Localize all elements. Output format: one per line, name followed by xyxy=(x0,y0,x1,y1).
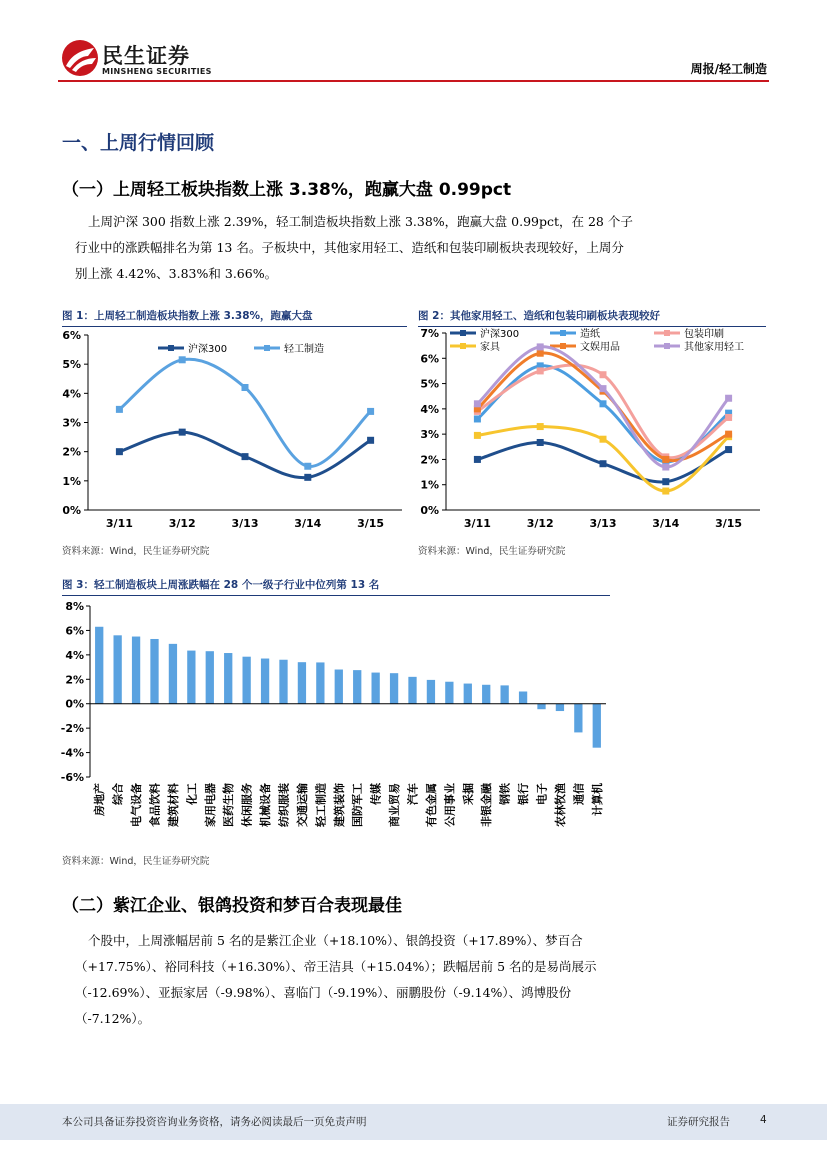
data-point xyxy=(725,446,732,453)
data-point xyxy=(725,431,732,438)
y-tick-label: 1% xyxy=(420,478,439,492)
bar xyxy=(482,685,490,704)
data-point xyxy=(474,456,481,463)
y-tick-label: 4% xyxy=(65,648,84,662)
x-tick-label: 3/12 xyxy=(526,517,554,530)
data-point xyxy=(662,464,669,471)
y-tick-label: 7% xyxy=(420,327,439,340)
x-tick-label: 公用事业 xyxy=(443,783,457,827)
bar xyxy=(427,680,435,704)
report-type: 周报/轻工制造 xyxy=(690,62,767,76)
bar xyxy=(242,657,250,704)
y-tick-label: 6% xyxy=(65,624,84,638)
data-point xyxy=(537,343,544,350)
bar xyxy=(150,639,158,704)
x-tick-label: 轻工制造 xyxy=(314,783,328,827)
y-tick-label: 5% xyxy=(62,358,81,372)
bar xyxy=(95,627,103,704)
x-tick-label: 纺织服装 xyxy=(277,783,291,827)
bar xyxy=(132,637,140,704)
x-tick-label: 3/13 xyxy=(589,517,617,530)
y-tick-label: 5% xyxy=(420,377,439,391)
data-point xyxy=(537,423,544,430)
bar xyxy=(537,704,545,709)
y-tick-label: -2% xyxy=(60,722,84,736)
x-tick-label: 休闲服务 xyxy=(240,783,254,827)
x-tick-label: 3/12 xyxy=(168,517,196,530)
bar xyxy=(316,662,324,703)
fig2-title: 图 2：其他家用轻工、造纸和包装印刷板块表现较好 xyxy=(418,308,766,327)
fig3-title: 图 3：轻工制造板块上周涨跌幅在 28 个一级子行业中位列第 13 名 xyxy=(62,577,610,596)
x-tick-label: 建筑装饰 xyxy=(332,783,346,827)
bar xyxy=(353,670,361,704)
paragraph-text: 上周沪深 300 指数上涨 2.39%，轻工制造板块指数上涨 3.38%，跑赢大盘 0.99pct，在 28 个子行业中的涨跌幅排名为第 13 名。子板块中，其他家用轻工、造纸和包装印刷板块表现较好，上周分别上涨 4.42%、3.83%和 3.66%。 xyxy=(75,214,633,281)
section1-paragraph xyxy=(75,209,635,287)
y-tick-label: 8% xyxy=(65,600,84,613)
legend-label: 其他家用轻工 xyxy=(684,342,744,353)
bar xyxy=(113,635,121,703)
y-tick-label: 0% xyxy=(65,697,84,711)
paragraph-text: 个股中，上周涨幅居前 5 名的是紫江企业（+18.10%）、银鸽投资（+17.89%）、梦百合（+17.75%）、裕同科技（+16.30%）、帝王洁具（+15.04%）；跌幅居前 5 名的是易尚展示（-12.69%）、亚振家居（-9.98%）、喜临门（-9.19%）、丽鹏股份（-9.14%）、鸿博股份（-7.12%）。 xyxy=(75,933,597,1026)
legend-marker xyxy=(264,345,270,351)
fig1-title: 图 1：上周轻工制造板块指数上涨 3.38%，跑赢大盘 xyxy=(62,308,407,327)
x-tick-label: 通信 xyxy=(572,783,586,805)
bar xyxy=(279,660,287,704)
x-tick-label: 农林牧渔 xyxy=(553,783,567,827)
bar xyxy=(261,659,269,704)
data-point xyxy=(537,350,544,357)
y-tick-label: 2% xyxy=(65,673,84,687)
data-point xyxy=(179,356,186,363)
x-tick-label: 食品饮料 xyxy=(148,783,162,827)
fig1-source: 资料来源：Wind，民生证券研究院 xyxy=(62,546,210,557)
legend-label: 文娱用品 xyxy=(580,342,620,353)
logo-en-text: MINSHENG SECURITIES xyxy=(102,67,212,76)
x-tick-label: 3/11 xyxy=(105,517,133,530)
page-number: 4 xyxy=(760,1114,767,1126)
data-point xyxy=(474,432,481,439)
sub-section-title: （一）上周轻工板块指数上涨 3.38%，跑赢大盘 0.99pct xyxy=(62,180,512,200)
y-tick-label: 0% xyxy=(62,504,81,517)
sub-section-title-2: （二）紫江企业、银鸽投资和梦百合表现最佳 xyxy=(62,896,402,916)
section2-paragraph xyxy=(75,928,630,1032)
section-title: 一、上周行情回顾 xyxy=(62,132,215,154)
x-tick-label: 建筑材料 xyxy=(166,783,180,827)
legend-marker xyxy=(664,343,670,349)
y-tick-label: 6% xyxy=(62,329,81,342)
bar xyxy=(206,651,214,704)
bar xyxy=(556,704,564,711)
data-point xyxy=(537,367,544,374)
header-divider xyxy=(58,80,769,82)
x-tick-label: 3/11 xyxy=(463,517,491,530)
y-tick-label: -6% xyxy=(60,771,84,784)
legend-label: 沪深300 xyxy=(188,344,228,355)
legend-label: 家具 xyxy=(480,342,500,353)
y-tick-label: 3% xyxy=(420,428,439,442)
data-point xyxy=(600,371,607,378)
legend-label: 造纸 xyxy=(580,329,600,340)
bar xyxy=(169,644,177,704)
y-tick-label: 2% xyxy=(420,453,439,467)
data-point xyxy=(242,453,249,460)
data-point xyxy=(304,474,311,481)
x-tick-label: 银行 xyxy=(517,783,531,805)
bar xyxy=(500,685,508,703)
data-point xyxy=(600,385,607,392)
bar xyxy=(464,684,472,704)
y-tick-label: 1% xyxy=(62,474,81,488)
x-tick-label: 机械设备 xyxy=(259,783,273,827)
x-tick-label: 交通运输 xyxy=(295,783,309,827)
x-tick-label: 钢铁 xyxy=(498,783,512,805)
footer-disclaimer: 本公司具备证券投资咨询业务资格，请务必阅读最后一页免责声明 xyxy=(62,1116,367,1128)
data-point xyxy=(474,415,481,422)
y-tick-label: 4% xyxy=(420,402,439,416)
data-point xyxy=(367,408,374,415)
y-tick-label: -4% xyxy=(60,746,84,760)
x-tick-label: 3/13 xyxy=(231,517,259,530)
x-tick-label: 采掘 xyxy=(461,783,475,805)
legend-marker xyxy=(664,330,670,336)
x-tick-label: 3/14 xyxy=(652,517,680,530)
data-point xyxy=(662,488,669,495)
x-tick-label: 电子 xyxy=(535,783,549,805)
x-tick-label: 电气设备 xyxy=(130,783,144,827)
y-tick-label: 6% xyxy=(420,352,439,366)
legend-marker xyxy=(460,343,466,349)
data-point xyxy=(116,406,123,413)
y-tick-label: 3% xyxy=(62,416,81,430)
data-point xyxy=(242,384,249,391)
x-tick-label: 化工 xyxy=(185,783,199,805)
data-point xyxy=(537,439,544,446)
data-point xyxy=(662,456,669,463)
fig2-line-chart xyxy=(416,326,768,536)
legend-marker xyxy=(168,345,174,351)
fig3-bar-chart xyxy=(58,597,613,845)
data-point xyxy=(600,400,607,407)
data-point xyxy=(662,478,669,485)
legend-marker xyxy=(560,330,566,336)
x-tick-label: 家用电器 xyxy=(203,783,217,827)
y-tick-label: 4% xyxy=(62,387,81,401)
x-tick-label: 非银金融 xyxy=(480,783,494,827)
y-tick-label: 2% xyxy=(62,445,81,459)
x-tick-label: 汽车 xyxy=(406,783,420,805)
data-point xyxy=(304,463,311,470)
bar xyxy=(224,653,232,704)
x-tick-label: 计算机 xyxy=(590,783,604,816)
data-point xyxy=(179,429,186,436)
legend-label: 包装印刷 xyxy=(684,329,724,340)
bar xyxy=(371,673,379,704)
legend-marker xyxy=(460,330,466,336)
legend-label: 轻工制造 xyxy=(284,344,324,355)
data-point xyxy=(600,460,607,467)
series-line xyxy=(119,359,370,466)
bar xyxy=(390,673,398,704)
data-point xyxy=(367,437,374,444)
bar xyxy=(298,662,306,704)
bar xyxy=(593,704,601,748)
fig2-source: 资料来源：Wind，民生证券研究院 xyxy=(418,546,566,557)
bar xyxy=(445,682,453,704)
logo-cn-text: 民生证券 xyxy=(102,44,190,68)
bar xyxy=(187,651,195,704)
footer-report-label: 证券研究报告 xyxy=(667,1116,730,1128)
data-point xyxy=(600,436,607,443)
x-tick-label: 国防军工 xyxy=(351,783,365,827)
y-tick-label: 0% xyxy=(420,504,439,517)
x-tick-label: 医药生物 xyxy=(222,783,236,827)
fig1-line-chart xyxy=(58,326,410,536)
data-point xyxy=(474,400,481,407)
legend-label: 沪深300 xyxy=(480,329,520,340)
x-tick-label: 商业贸易 xyxy=(388,783,402,827)
data-point xyxy=(116,448,123,455)
data-point xyxy=(725,395,732,402)
data-point xyxy=(725,414,732,421)
x-tick-label: 房地产 xyxy=(93,783,107,816)
x-tick-label: 3/15 xyxy=(715,517,743,530)
bar xyxy=(574,704,582,733)
bar xyxy=(335,670,343,704)
x-tick-label: 传媒 xyxy=(369,783,383,805)
bar xyxy=(408,677,416,704)
x-tick-label: 有色金属 xyxy=(424,783,438,827)
legend-marker xyxy=(560,343,566,349)
x-tick-label: 综合 xyxy=(111,783,125,805)
x-tick-label: 3/15 xyxy=(357,517,385,530)
fig3-source: 资料来源：Wind，民生证券研究院 xyxy=(62,856,210,867)
x-tick-label: 3/14 xyxy=(294,517,322,530)
bar xyxy=(519,692,527,704)
